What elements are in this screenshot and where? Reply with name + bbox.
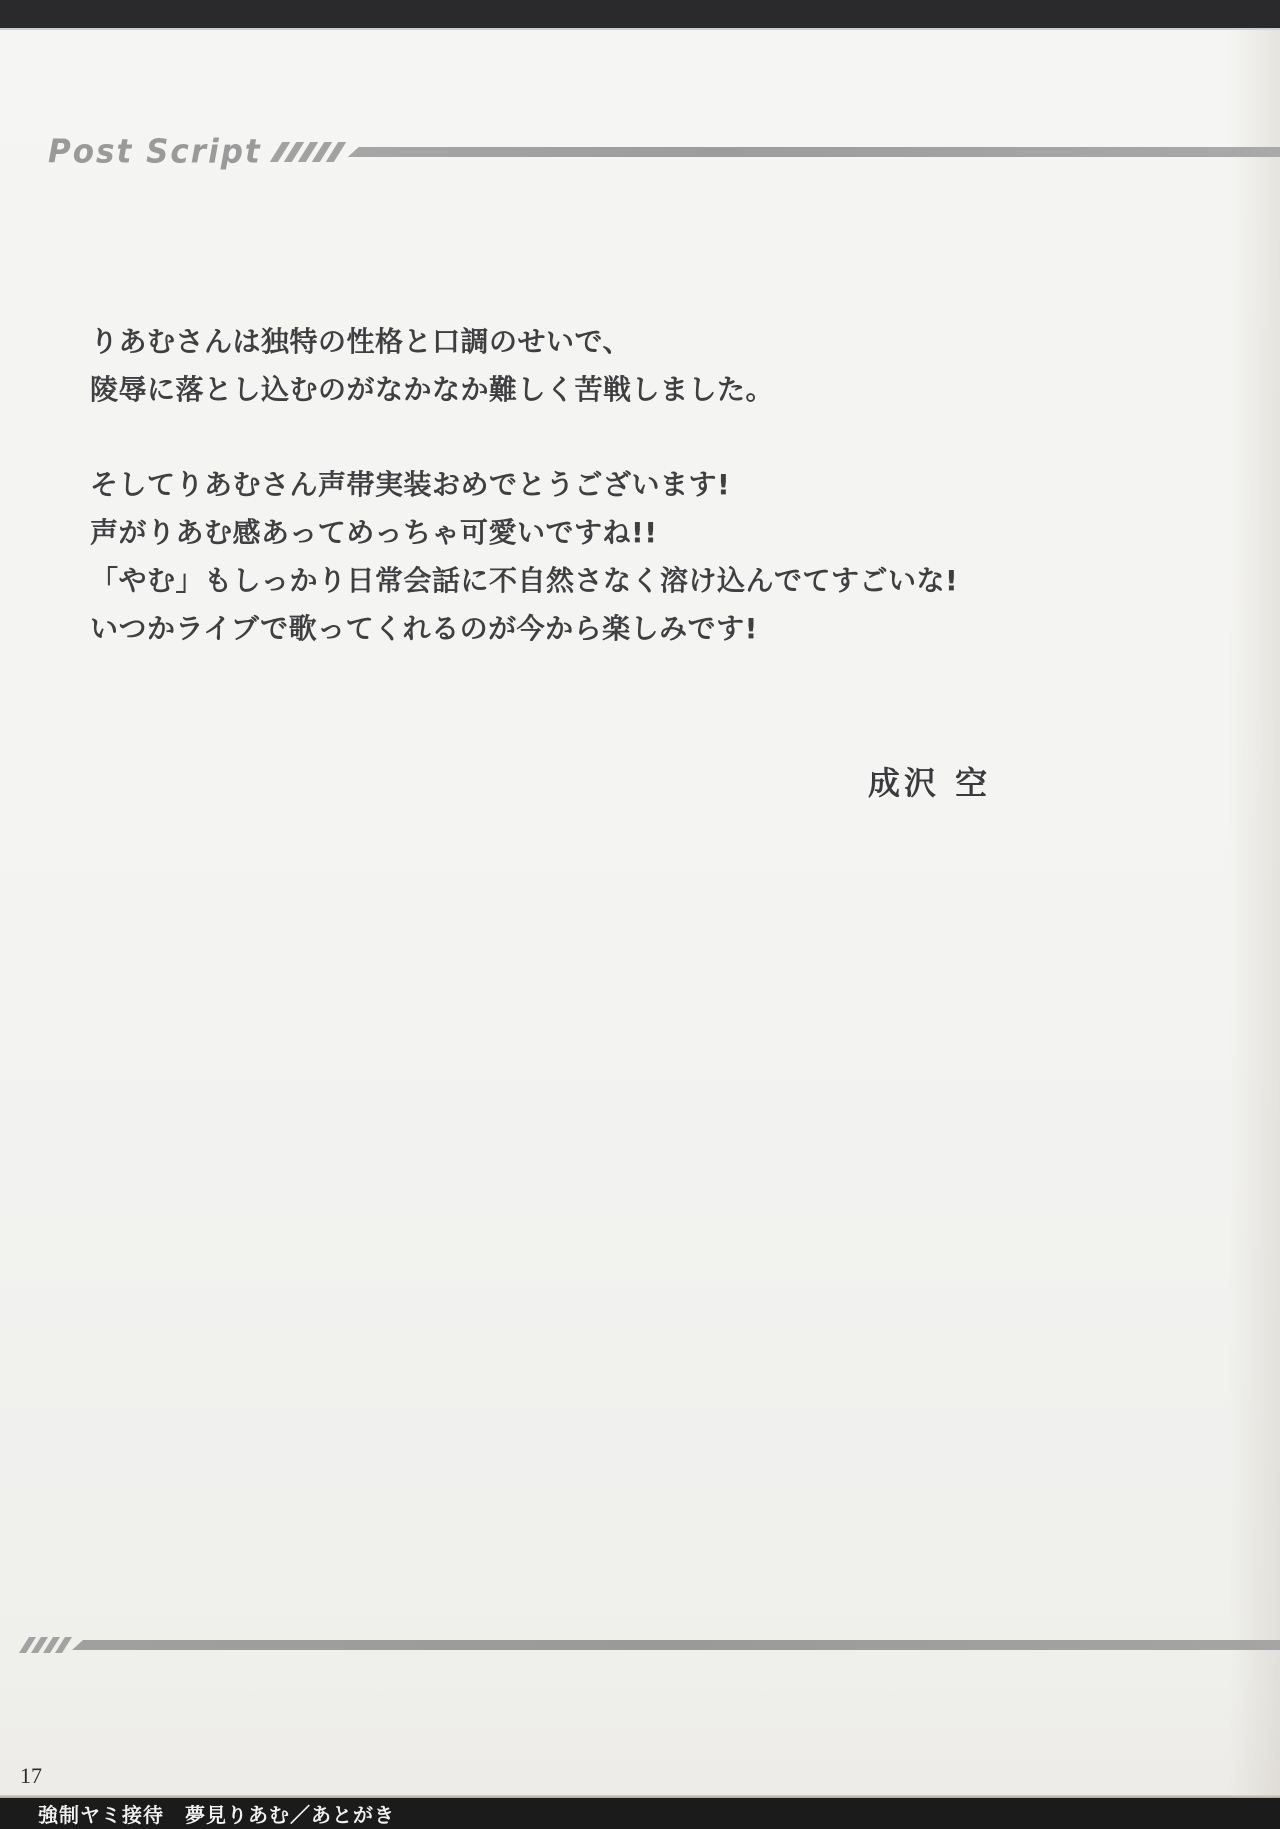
- footer-slashes-decoration: [24, 1637, 72, 1653]
- body-line: 「やむ」もしっかり日常会話に不自然さなく溶け込んでてすごいな!: [90, 564, 959, 597]
- postscript-header: [48, 132, 1280, 172]
- scan-top-edge-line: [0, 28, 1280, 30]
- body-line: そしてりあむさん声帯実装おめでとうございます!: [90, 468, 731, 501]
- page-number: 17: [20, 1763, 42, 1788]
- paragraph-2: [90, 461, 1220, 653]
- postscript-title: Post Script: [48, 133, 262, 171]
- body-line: 声がりあむ感あってめっちゃ可愛いですね!!: [90, 516, 658, 549]
- body-line: いつかライブで歌ってくれるのが今から楽しみです!: [90, 612, 758, 645]
- bottom-caption-bar: [0, 1798, 1280, 1829]
- header-slashes-decoration: [276, 142, 346, 162]
- body-line: 陵辱に落とし込むのがなかなか難しく苦戦しました。: [90, 373, 775, 406]
- paragraph-1: [90, 318, 1220, 414]
- scan-top-black-strip: [0, 0, 1280, 28]
- book-title-caption: 強制ヤミ接待 夢見りあむ／あとがき: [38, 1803, 395, 1827]
- afterword-body: [90, 318, 1220, 700]
- footer-rule: [24, 1634, 1280, 1656]
- author-signature: 成沢 空: [868, 764, 992, 802]
- body-line: りあむさんは独特の性格と口調のせいで、: [90, 325, 631, 358]
- header-rule-bar: [348, 147, 1280, 157]
- footer-rule-bar: [72, 1640, 1280, 1650]
